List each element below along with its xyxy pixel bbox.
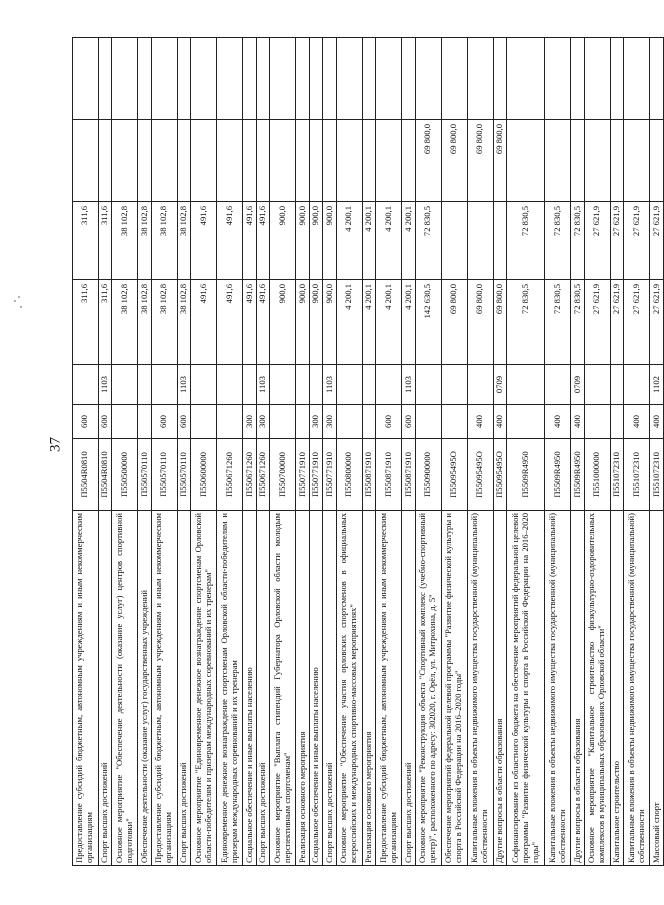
regional-budget-cell: 900,0 bbox=[270, 202, 296, 280]
section-cell: 0709 bbox=[571, 365, 585, 405]
scan-speck bbox=[18, 296, 20, 298]
total-amount-cell: 38 102,8 bbox=[177, 280, 191, 365]
federal-budget-cell bbox=[507, 120, 545, 202]
other-funds-cell bbox=[138, 38, 152, 120]
total-amount-cell: 38 102,8 bbox=[151, 280, 177, 365]
expense-type-cell bbox=[610, 405, 624, 439]
section-cell: 0709 bbox=[493, 365, 507, 405]
federal-budget-cell bbox=[362, 120, 376, 202]
row-name-cell: Предоставление субсидий бюджетным, автономным учреждениям и иным некоммерческим организациям bbox=[376, 511, 402, 866]
table-row bbox=[610, 38, 624, 866]
other-funds-cell bbox=[243, 38, 257, 120]
table-row bbox=[323, 38, 337, 866]
other-funds-cell bbox=[624, 38, 650, 120]
target-article-cell: П5509R4950 bbox=[507, 439, 545, 511]
regional-budget-cell: 72 830,5 bbox=[545, 202, 571, 280]
other-funds-cell bbox=[584, 38, 610, 120]
federal-budget-cell bbox=[571, 120, 585, 202]
other-funds-cell bbox=[177, 38, 191, 120]
row-name-cell: Спорт высших достижений bbox=[98, 511, 112, 866]
section-cell bbox=[467, 365, 493, 405]
section-cell bbox=[441, 365, 467, 405]
regional-budget-cell bbox=[441, 202, 467, 280]
section-cell bbox=[112, 365, 138, 405]
target-article-cell: П551072310 bbox=[650, 439, 664, 511]
other-funds-cell bbox=[402, 38, 416, 120]
section-cell bbox=[545, 365, 571, 405]
row-name-cell: Капитальные вложения в объекты недвижимого имущества государственной (муниципальной) собственности bbox=[467, 511, 493, 866]
expense-type-cell bbox=[415, 405, 441, 439]
section-cell bbox=[270, 365, 296, 405]
table-row bbox=[138, 38, 152, 866]
total-amount-cell: 69 800,0 bbox=[441, 280, 467, 365]
other-funds-cell bbox=[571, 38, 585, 120]
expense-type-cell: 400 bbox=[493, 405, 507, 439]
total-amount-cell: 491,6 bbox=[191, 280, 217, 365]
row-name-cell: Реализация основного мероприятия bbox=[296, 511, 310, 866]
target-article-cell: П550570110 bbox=[151, 439, 177, 511]
target-article-cell: П550771910 bbox=[309, 439, 323, 511]
regional-budget-cell: 900,0 bbox=[309, 202, 323, 280]
table-row bbox=[467, 38, 493, 866]
federal-budget-cell: 69 800,0 bbox=[441, 120, 467, 202]
expense-type-cell: 600 bbox=[376, 405, 402, 439]
regional-budget-cell: 4 200,1 bbox=[376, 202, 402, 280]
regional-budget-cell: 491,6 bbox=[217, 202, 243, 280]
row-name-cell: Спорт высших достижений bbox=[402, 511, 416, 866]
row-name-cell: Реализация основного мероприятия bbox=[362, 511, 376, 866]
target-article-cell: П551072310 bbox=[610, 439, 624, 511]
other-funds-cell bbox=[507, 38, 545, 120]
table-row bbox=[177, 38, 191, 866]
total-amount-cell: 900,0 bbox=[323, 280, 337, 365]
table-row bbox=[336, 38, 362, 866]
total-amount-cell: 4 200,1 bbox=[376, 280, 402, 365]
target-article-cell: П550900000 bbox=[415, 439, 441, 511]
regional-budget-cell: 27 621,9 bbox=[650, 202, 664, 280]
table-row bbox=[402, 38, 416, 866]
table-row bbox=[584, 38, 610, 866]
other-funds-cell bbox=[323, 38, 337, 120]
other-funds-cell bbox=[650, 38, 664, 120]
table-row bbox=[362, 38, 376, 866]
expense-type-cell: 600 bbox=[73, 405, 99, 439]
section-cell bbox=[243, 365, 257, 405]
regional-budget-cell: 27 621,9 bbox=[610, 202, 624, 280]
target-article-cell: П550771910 bbox=[323, 439, 337, 511]
target-article-cell: П550570110 bbox=[138, 439, 152, 511]
section-cell bbox=[191, 365, 217, 405]
total-amount-cell: 27 621,9 bbox=[584, 280, 610, 365]
scan-speck bbox=[20, 306, 22, 308]
expense-type-cell: 600 bbox=[98, 405, 112, 439]
section-cell bbox=[217, 365, 243, 405]
federal-budget-cell bbox=[309, 120, 323, 202]
expense-type-cell bbox=[138, 405, 152, 439]
regional-budget-cell: 311,6 bbox=[73, 202, 99, 280]
section-cell bbox=[584, 365, 610, 405]
expense-type-cell bbox=[584, 405, 610, 439]
expense-type-cell: 300 bbox=[243, 405, 257, 439]
row-name-cell: Основное мероприятие "Единовременное денежное вознаграждение спортсменам Орловской области-победителям и призерам международных соревнований и их тренерам" bbox=[191, 511, 217, 866]
section-cell bbox=[415, 365, 441, 405]
regional-budget-cell: 38 102,8 bbox=[138, 202, 152, 280]
federal-budget-cell bbox=[545, 120, 571, 202]
regional-budget-cell: 491,6 bbox=[256, 202, 270, 280]
expense-type-cell bbox=[362, 405, 376, 439]
target-article-cell: П550871910 bbox=[362, 439, 376, 511]
table-row bbox=[650, 38, 664, 866]
table-row bbox=[217, 38, 243, 866]
regional-budget-cell: 27 621,9 bbox=[584, 202, 610, 280]
row-name-cell: Спорт высших достижений bbox=[323, 511, 337, 866]
section-cell bbox=[336, 365, 362, 405]
expense-type-cell: 400 bbox=[571, 405, 585, 439]
other-funds-cell bbox=[73, 38, 99, 120]
row-name-cell: Обеспечение деятельности (оказание услуг) государственных учреждений bbox=[138, 511, 152, 866]
other-funds-cell bbox=[217, 38, 243, 120]
federal-budget-cell bbox=[112, 120, 138, 202]
target-article-cell: П550671260 bbox=[243, 439, 257, 511]
regional-budget-cell: 900,0 bbox=[323, 202, 337, 280]
expense-type-cell: 300 bbox=[256, 405, 270, 439]
table-row bbox=[571, 38, 585, 866]
total-amount-cell: 4 200,1 bbox=[362, 280, 376, 365]
section-cell: 1102 bbox=[650, 365, 664, 405]
federal-budget-cell bbox=[296, 120, 310, 202]
federal-budget-cell bbox=[624, 120, 650, 202]
expense-type-cell: 400 bbox=[467, 405, 493, 439]
other-funds-cell bbox=[296, 38, 310, 120]
row-name-cell: Основное мероприятие "Обеспечение деятельности (оказание услуг) центров спортивной подготовки" bbox=[112, 511, 138, 866]
section-cell bbox=[296, 365, 310, 405]
section-cell: 1103 bbox=[402, 365, 416, 405]
total-amount-cell: 491,6 bbox=[243, 280, 257, 365]
section-cell bbox=[151, 365, 177, 405]
expense-type-cell bbox=[270, 405, 296, 439]
expense-type-cell bbox=[191, 405, 217, 439]
section-cell bbox=[376, 365, 402, 405]
section-cell bbox=[73, 365, 99, 405]
row-name-cell: Обеспечение мероприятий федеральной целевой программы "Развитие физической культуры и спорта в Российской Федерации на 2016–2020 годы" bbox=[441, 511, 467, 866]
section-cell bbox=[624, 365, 650, 405]
row-name-cell: Основное мероприятие "Капитальное строительство физкультурно-оздоровительных комплексов в муниципальных образованиях Орловской области" bbox=[584, 511, 610, 866]
federal-budget-cell bbox=[243, 120, 257, 202]
table-row bbox=[191, 38, 217, 866]
total-amount-cell: 900,0 bbox=[309, 280, 323, 365]
row-name-cell: Единовременное денежное вознаграждение спортсменам Орловской области-победителям и призерам международных соревнований и их тренерам bbox=[217, 511, 243, 866]
expense-type-cell bbox=[441, 405, 467, 439]
total-amount-cell: 38 102,8 bbox=[112, 280, 138, 365]
section-cell: 1103 bbox=[256, 365, 270, 405]
table-row bbox=[296, 38, 310, 866]
total-amount-cell: 4 200,1 bbox=[402, 280, 416, 365]
table-row bbox=[624, 38, 650, 866]
federal-budget-cell bbox=[584, 120, 610, 202]
table-row bbox=[151, 38, 177, 866]
total-amount-cell: 72 830,5 bbox=[507, 280, 545, 365]
total-amount-cell: 311,6 bbox=[98, 280, 112, 365]
row-name-cell: Предоставление субсидий бюджетным, автономным учреждениям и иным некоммерческим организациям bbox=[73, 511, 99, 866]
federal-budget-cell bbox=[323, 120, 337, 202]
expense-type-cell: 400 bbox=[545, 405, 571, 439]
federal-budget-cell bbox=[138, 120, 152, 202]
expense-type-cell bbox=[336, 405, 362, 439]
federal-budget-cell bbox=[336, 120, 362, 202]
regional-budget-cell: 72 830,5 bbox=[415, 202, 441, 280]
total-amount-cell: 72 830,5 bbox=[571, 280, 585, 365]
table-row bbox=[309, 38, 323, 866]
page-number: 37 bbox=[47, 437, 64, 452]
expense-type-cell: 400 bbox=[624, 405, 650, 439]
section-cell bbox=[507, 365, 545, 405]
row-name-cell: Предоставление субсидий бюджетным, автономным учреждениям и иным некоммерческим организациям bbox=[151, 511, 177, 866]
total-amount-cell: 69 800,0 bbox=[467, 280, 493, 365]
target-article-cell: П551072310 bbox=[624, 439, 650, 511]
regional-budget-cell: 38 102,8 bbox=[177, 202, 191, 280]
other-funds-cell bbox=[256, 38, 270, 120]
row-name-cell: Массовый спорт bbox=[650, 511, 664, 866]
other-funds-cell bbox=[151, 38, 177, 120]
section-cell bbox=[610, 365, 624, 405]
total-amount-cell: 27 621,9 bbox=[610, 280, 624, 365]
target-article-cell: П551000000 bbox=[584, 439, 610, 511]
federal-budget-cell bbox=[191, 120, 217, 202]
other-funds-cell bbox=[309, 38, 323, 120]
regional-budget-cell: 38 102,8 bbox=[151, 202, 177, 280]
expense-type-cell bbox=[296, 405, 310, 439]
federal-budget-cell bbox=[217, 120, 243, 202]
regional-budget-cell: 4 200,1 bbox=[336, 202, 362, 280]
target-article-cell: П55095495О bbox=[493, 439, 507, 511]
section-cell: 1103 bbox=[323, 365, 337, 405]
other-funds-cell bbox=[441, 38, 467, 120]
section-cell bbox=[362, 365, 376, 405]
table-row bbox=[243, 38, 257, 866]
table-row bbox=[415, 38, 441, 866]
total-amount-cell: 72 830,5 bbox=[545, 280, 571, 365]
total-amount-cell: 27 621,9 bbox=[624, 280, 650, 365]
target-article-cell: П5504R0810 bbox=[98, 439, 112, 511]
expense-type-cell: 600 bbox=[402, 405, 416, 439]
total-amount-cell: 311,6 bbox=[73, 280, 99, 365]
other-funds-cell bbox=[467, 38, 493, 120]
table-row bbox=[507, 38, 545, 866]
regional-budget-cell: 38 102,8 bbox=[112, 202, 138, 280]
other-funds-cell bbox=[336, 38, 362, 120]
target-article-cell: П550800000 bbox=[336, 439, 362, 511]
target-article-cell: П55095495О bbox=[467, 439, 493, 511]
row-name-cell: Спорт высших достижений bbox=[177, 511, 191, 866]
regional-budget-cell: 4 200,1 bbox=[362, 202, 376, 280]
regional-budget-cell: 4 200,1 bbox=[402, 202, 416, 280]
row-name-cell: Основное мероприятие "Выплата стипендий Губернатора Орловской области молодым перспективным спортсменам" bbox=[270, 511, 296, 866]
scan-speck bbox=[14, 300, 16, 302]
row-name-cell: Спорт высших достижений bbox=[256, 511, 270, 866]
total-amount-cell: 4 200,1 bbox=[336, 280, 362, 365]
federal-budget-cell bbox=[376, 120, 402, 202]
expense-type-cell: 300 bbox=[323, 405, 337, 439]
expense-type-cell: 600 bbox=[177, 405, 191, 439]
total-amount-cell: 900,0 bbox=[296, 280, 310, 365]
total-amount-cell: 900,0 bbox=[270, 280, 296, 365]
section-cell bbox=[138, 365, 152, 405]
federal-budget-cell bbox=[256, 120, 270, 202]
target-article-cell: П550570110 bbox=[177, 439, 191, 511]
target-article-cell: П550600000 bbox=[191, 439, 217, 511]
table-row bbox=[73, 38, 99, 866]
row-name-cell: Основное мероприятие "Обеспечение участия орловских спортсменов в официальных всероссийских и международных спортивно-массовых мероприятиях" bbox=[336, 511, 362, 866]
regional-budget-cell: 900,0 bbox=[296, 202, 310, 280]
regional-budget-cell: 72 830,5 bbox=[571, 202, 585, 280]
federal-budget-cell bbox=[177, 120, 191, 202]
other-funds-cell bbox=[98, 38, 112, 120]
row-name-cell: Социальное обеспечение и иные выплаты населению bbox=[243, 511, 257, 866]
row-name-cell: Софинансирование из областного бюджета на обеспечение мероприятий федеральной целевой программы "Развитие физической культуры и спорта в Российской Федерации на 2016–2020 годы" bbox=[507, 511, 545, 866]
regional-budget-cell: 491,6 bbox=[191, 202, 217, 280]
total-amount-cell: 491,6 bbox=[217, 280, 243, 365]
target-article-cell: П550871910 bbox=[402, 439, 416, 511]
regional-budget-cell: 72 830,5 bbox=[507, 202, 545, 280]
expense-type-cell: 600 bbox=[151, 405, 177, 439]
table-body bbox=[73, 38, 664, 866]
table-row bbox=[270, 38, 296, 866]
target-article-cell: П5509R4950 bbox=[571, 439, 585, 511]
total-amount-cell: 69 800,0 bbox=[493, 280, 507, 365]
row-name-cell: Капитальное строительство bbox=[610, 511, 624, 866]
target-article-cell: П55095495О bbox=[441, 439, 467, 511]
other-funds-cell bbox=[545, 38, 571, 120]
table-row bbox=[112, 38, 138, 866]
table-row bbox=[376, 38, 402, 866]
row-name-cell: Социальное обеспечение и иные выплаты населению bbox=[309, 511, 323, 866]
expense-type-cell bbox=[507, 405, 545, 439]
other-funds-cell bbox=[415, 38, 441, 120]
other-funds-cell bbox=[112, 38, 138, 120]
other-funds-cell bbox=[270, 38, 296, 120]
other-funds-cell bbox=[493, 38, 507, 120]
target-article-cell: П5504R0810 bbox=[73, 439, 99, 511]
row-name-cell: Другие вопросы в области образования bbox=[571, 511, 585, 866]
federal-budget-cell: 69 800,0 bbox=[415, 120, 441, 202]
federal-budget-cell bbox=[73, 120, 99, 202]
row-name-cell: Капитальные вложения в объекты недвижимого имущества государственной (муниципальной) собственности bbox=[624, 511, 650, 866]
rotated-table-container bbox=[72, 38, 664, 866]
row-name-cell: Основное мероприятие "Реконструкция объекта "Спортивный комплекс (учебно-спортивный центр)", расположенного по адресу: 302020, г. Орёл, ул. Митрохина, д. 5" bbox=[415, 511, 441, 866]
federal-budget-cell bbox=[270, 120, 296, 202]
section-cell: 1103 bbox=[177, 365, 191, 405]
other-funds-cell bbox=[376, 38, 402, 120]
expense-type-cell: 300 bbox=[309, 405, 323, 439]
budget-table bbox=[72, 37, 664, 866]
other-funds-cell bbox=[610, 38, 624, 120]
total-amount-cell: 27 621,9 bbox=[650, 280, 664, 365]
target-article-cell: П550871910 bbox=[376, 439, 402, 511]
other-funds-cell bbox=[362, 38, 376, 120]
regional-budget-cell bbox=[467, 202, 493, 280]
other-funds-cell bbox=[191, 38, 217, 120]
federal-budget-cell bbox=[98, 120, 112, 202]
target-article-cell: П550671260 bbox=[217, 439, 243, 511]
section-cell: 1103 bbox=[98, 365, 112, 405]
total-amount-cell: 491,6 bbox=[256, 280, 270, 365]
section-cell bbox=[309, 365, 323, 405]
expense-type-cell bbox=[112, 405, 138, 439]
federal-budget-cell bbox=[151, 120, 177, 202]
target-article-cell: П550671260 bbox=[256, 439, 270, 511]
target-article-cell: П5509R4950 bbox=[545, 439, 571, 511]
federal-budget-cell: 69 800,0 bbox=[467, 120, 493, 202]
table-row bbox=[545, 38, 571, 866]
total-amount-cell: 38 102,8 bbox=[138, 280, 152, 365]
federal-budget-cell: 69 800,0 bbox=[493, 120, 507, 202]
regional-budget-cell: 27 621,9 bbox=[624, 202, 650, 280]
total-amount-cell: 142 630,5 bbox=[415, 280, 441, 365]
table-row bbox=[98, 38, 112, 866]
federal-budget-cell bbox=[650, 120, 664, 202]
row-name-cell: Капитальные вложения в объекты недвижимого имущества государственной (муниципальной) собственности bbox=[545, 511, 571, 866]
regional-budget-cell: 491,6 bbox=[243, 202, 257, 280]
row-name-cell: Другие вопросы в области образования bbox=[493, 511, 507, 866]
target-article-cell: П550700000 bbox=[270, 439, 296, 511]
target-article-cell: П550771910 bbox=[296, 439, 310, 511]
target-article-cell: П550500000 bbox=[112, 439, 138, 511]
table-row bbox=[256, 38, 270, 866]
federal-budget-cell bbox=[610, 120, 624, 202]
expense-type-cell bbox=[217, 405, 243, 439]
table-row bbox=[493, 38, 507, 866]
expense-type-cell: 400 bbox=[650, 405, 664, 439]
regional-budget-cell bbox=[493, 202, 507, 280]
table-row bbox=[441, 38, 467, 866]
federal-budget-cell bbox=[402, 120, 416, 202]
regional-budget-cell: 311,6 bbox=[98, 202, 112, 280]
